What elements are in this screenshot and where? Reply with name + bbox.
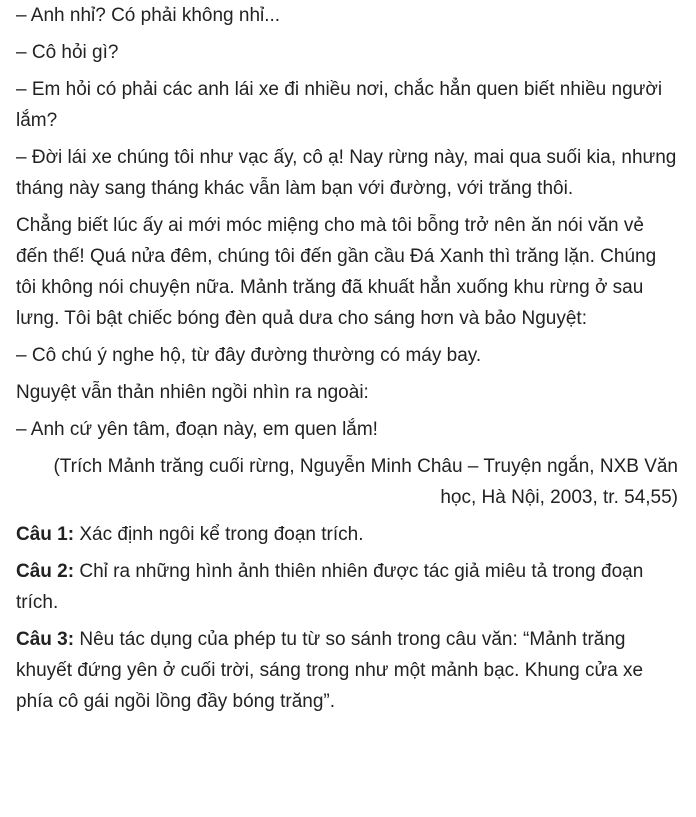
- narration-paragraph: Chẳng biết lúc ấy ai mới móc miệng cho mà tôi bỗng trở nên ăn nói văn vẻ đến thế! Quá nửa đêm, chúng tôi đến gần cầu Đá Xanh thì trăng lặn. Chúng tôi không nói chuyện nữa. Mảnh trăng đã khuất hẳn xuống khu rừng ở sau lưng. Tôi bật chiếc bóng đèn quả dưa cho sáng hơn và bảo Nguyệt:: [16, 215, 657, 329]
- question-2-label: Câu 2:: [16, 561, 75, 582]
- question-3-label: Câu 3:: [16, 629, 75, 650]
- question-2: [16, 556, 678, 618]
- question-3-text: Nêu tác dụng của phép tu từ so sánh trong câu văn: “Mảnh trăng khuyết đứng yên ở cuối trời, sáng trong như một mảnh bạc. Khung cửa xe phía cô gái ngồi lồng đầy bóng trăng”.: [16, 629, 644, 712]
- dialogue-line-6: – Anh cứ yên tâm, đoạn này, em quen lắm!: [16, 419, 378, 440]
- narration-line: Nguyệt vẫn thản nhiên ngồi nhìn ra ngoài:: [16, 382, 369, 403]
- question-1-label: Câu 1:: [16, 524, 75, 545]
- dialogue-line-1: – Anh nhỉ? Có phải không nhỉ...: [16, 5, 281, 26]
- source-citation: (Trích Mảnh trăng cuối rừng, Nguyễn Minh Châu – Truyện ngắn, NXB Văn học, Hà Nội, 2003, tr. 54,55): [53, 456, 678, 508]
- dialogue-line-2: – Cô hỏi gì?: [16, 42, 119, 63]
- dialogue-line-4: – Đời lái xe chúng tôi như vạc ấy, cô ạ! Nay rừng này, mai qua suối kia, nhưng tháng này sang tháng khác vẫn làm bạn với đường, với trăng thôi.: [16, 147, 677, 199]
- question-3: [16, 624, 678, 717]
- dialogue-line-5: – Cô chú ý nghe hộ, từ đây đường thường có máy bay.: [16, 345, 482, 366]
- dialogue-line-3: – Em hỏi có phải các anh lái xe đi nhiều nơi, chắc hẳn quen biết nhiều người lắm?: [16, 79, 663, 131]
- question-2-text: Chỉ ra những hình ảnh thiên nhiên được tác giả miêu tả trong đoạn trích.: [16, 561, 644, 613]
- question-1: [16, 519, 678, 550]
- question-1-text: Xác định ngôi kể trong đoạn trích.: [79, 524, 364, 545]
